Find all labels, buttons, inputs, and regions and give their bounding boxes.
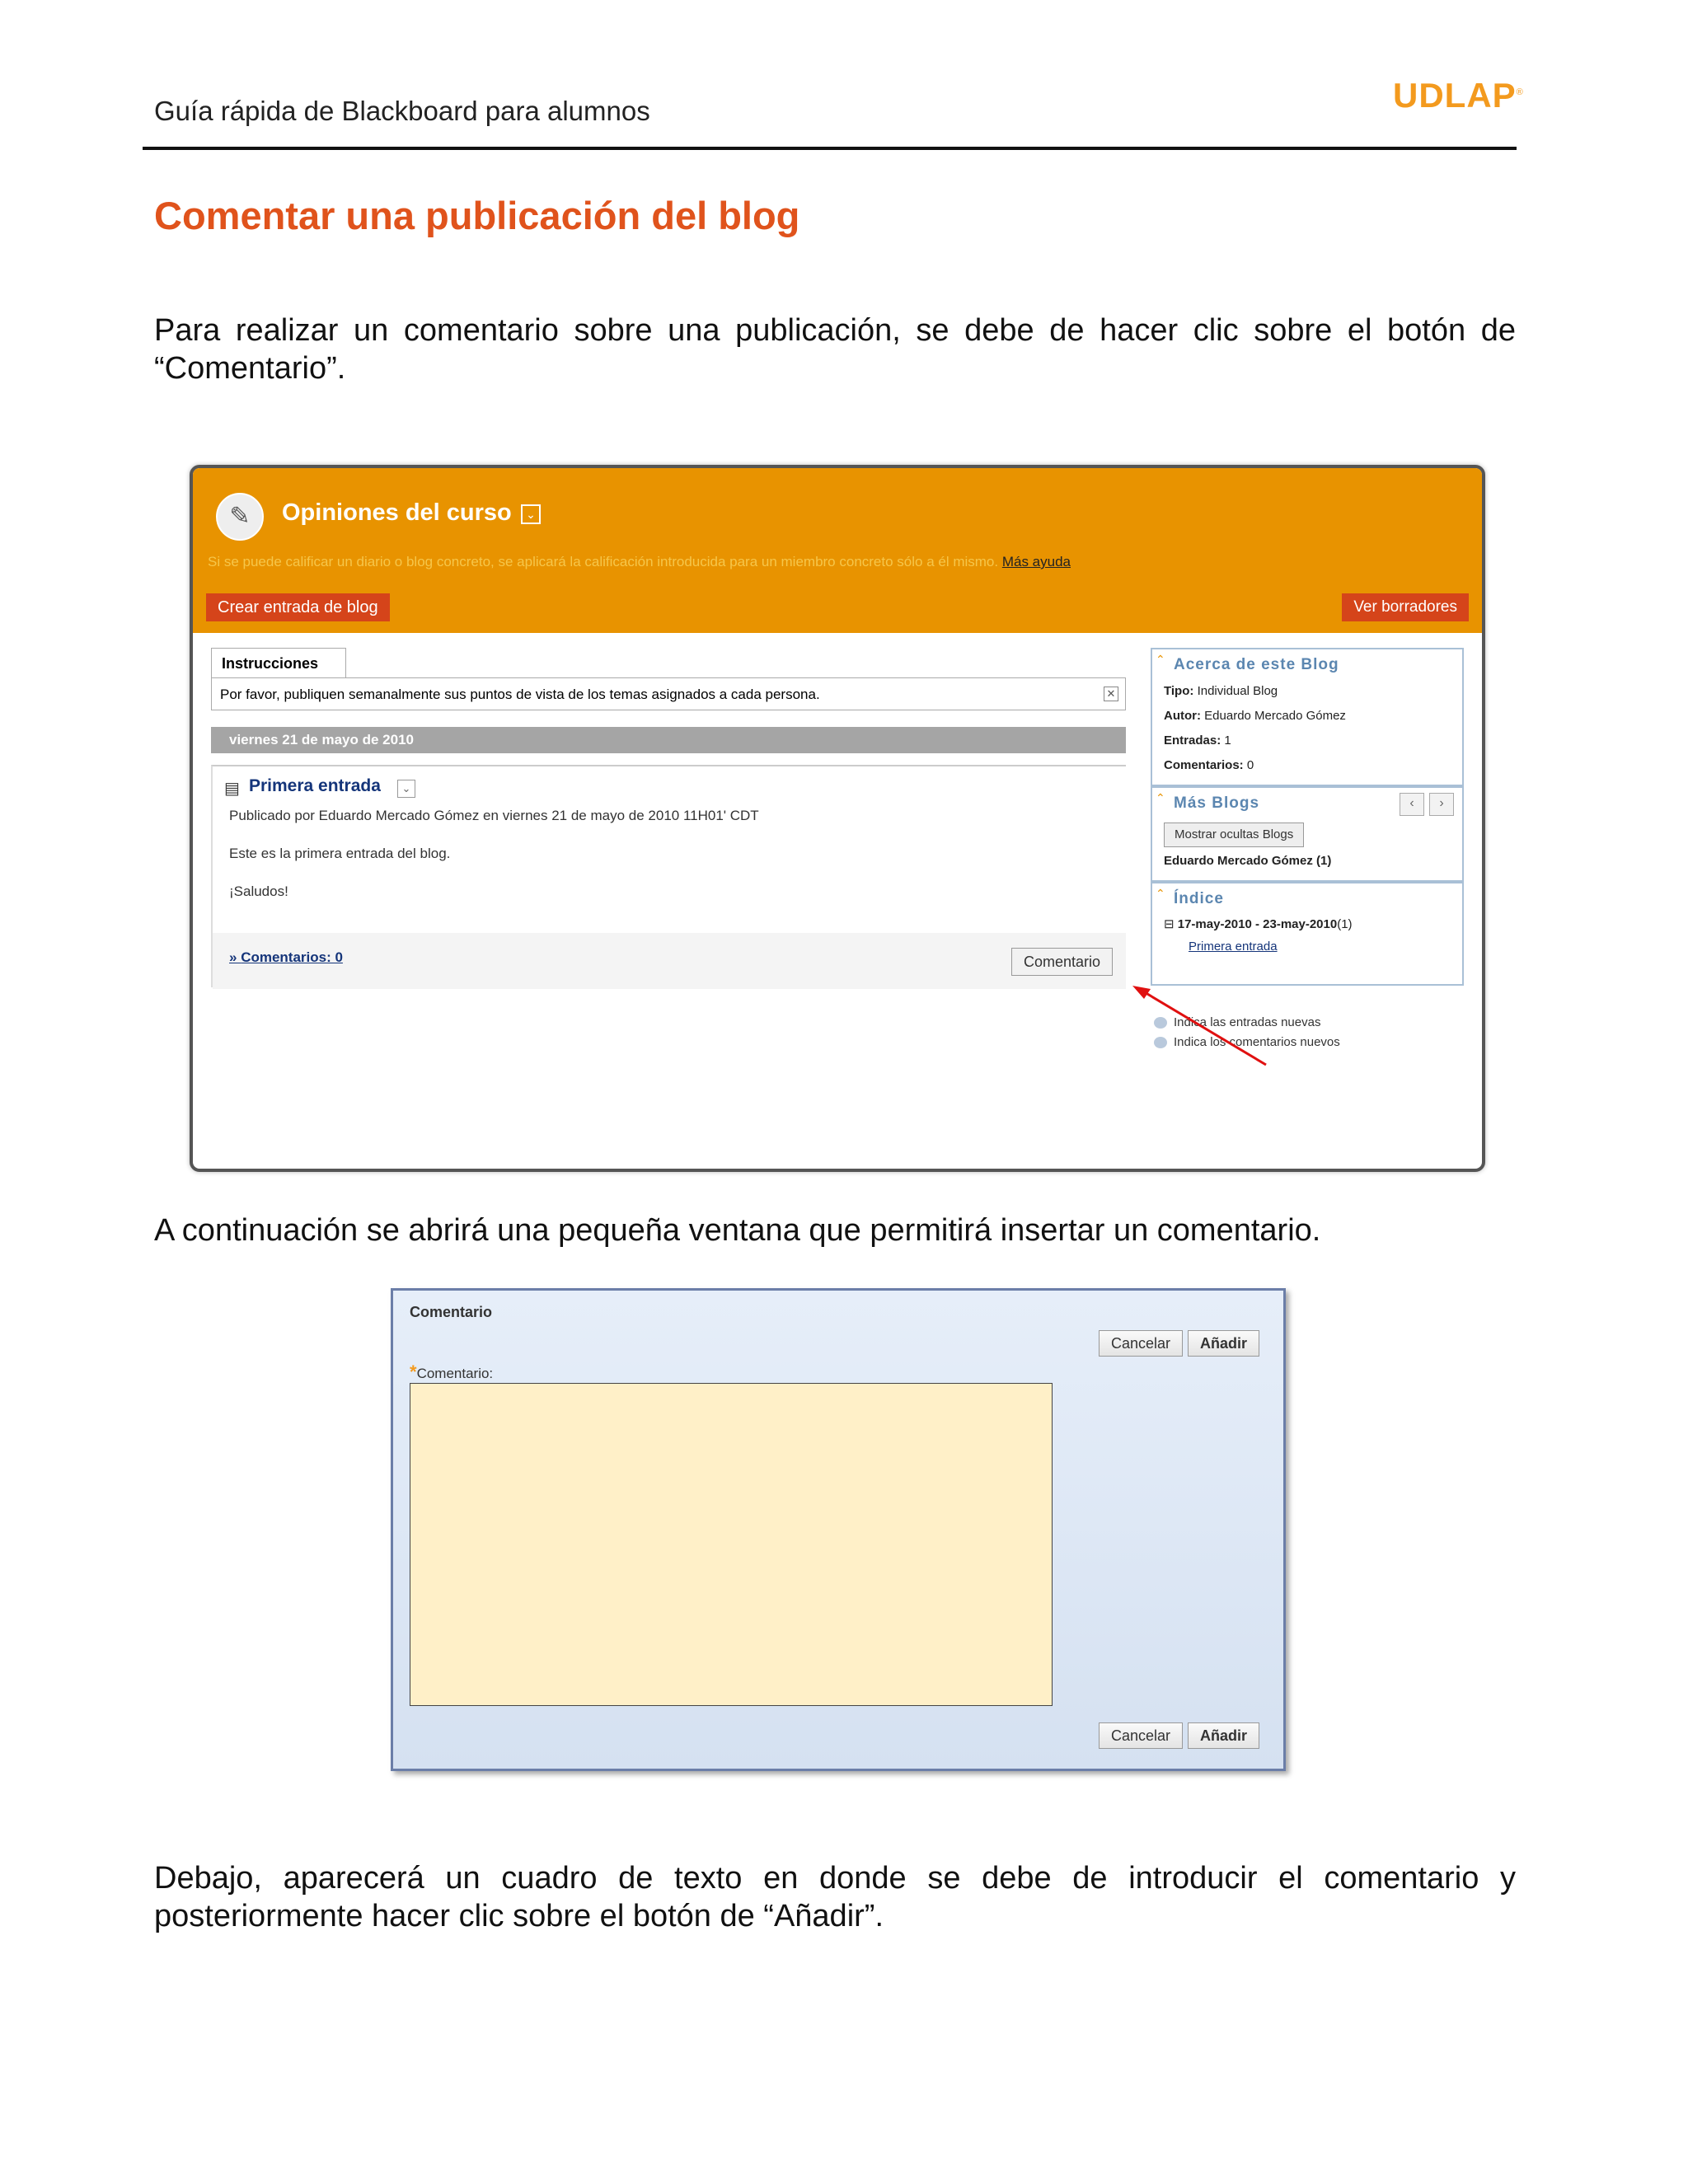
comment-dialog-screenshot: [391, 1288, 1286, 1771]
brand-mark: ®: [1516, 87, 1524, 97]
tipo-value: Individual Blog: [1197, 684, 1278, 698]
annotation-arrow: [193, 468, 1482, 1169]
comments-link[interactable]: » Comentarios: 0: [229, 949, 343, 965]
instructions-text: Por favor, publiquen semanalmente sus puntos de vista de los temas asignados a cada persona.: [220, 687, 820, 702]
comentarios-value: 0: [1246, 758, 1254, 772]
close-icon[interactable]: ✕: [1104, 687, 1118, 701]
chevron-down-icon[interactable]: ⌄: [397, 780, 415, 798]
entradas-value: 1: [1224, 733, 1231, 748]
create-entry-button[interactable]: Crear entrada de blog: [206, 593, 390, 621]
dialog-title: Comentario: [410, 1304, 493, 1320]
next-icon[interactable]: ›: [1429, 793, 1454, 816]
document-icon: ▤: [224, 780, 240, 798]
legend-text: Indica los comentarios nuevos: [1174, 1035, 1340, 1049]
about-heading: Acerca de este Blog: [1174, 656, 1339, 673]
date-heading: viernes 21 de mayo de 2010: [211, 727, 1126, 753]
help-text: Si se puede calificar un diario o blog concreto, se aplicará la calificación introducida para un miembro concreto sólo a él mismo.: [208, 554, 999, 569]
tab-instructions[interactable]: Instrucciones: [211, 648, 346, 678]
document-header-title: Guía rápida de Blackboard para alumnos: [154, 96, 650, 126]
comentarios-label: Comentarios:: [1164, 758, 1244, 772]
index-range[interactable]: ⊟ 17-may-2010 - 23-may-2010(1): [1164, 917, 1353, 931]
blog-icon: ✎: [216, 493, 264, 541]
autor-label: Autor:: [1164, 709, 1201, 723]
header-rule: [143, 147, 1517, 150]
comments-count: Comentarios: 0: [241, 949, 343, 965]
intro-paragraph: Para realizar un comentario sobre una publicación, se debe de hacer clic sobre el botón de “Comentario”.: [154, 313, 1516, 386]
add-button[interactable]: Añadir: [1188, 1722, 1259, 1749]
entry-body-line: Este es la primera entrada del blog.: [229, 846, 451, 861]
blog-screenshot: [190, 465, 1485, 1172]
label-text: Comentario:: [416, 1366, 494, 1381]
index-entry-link[interactable]: Primera entrada: [1189, 940, 1278, 954]
collapse-icon[interactable]: ⌃: [1156, 791, 1165, 804]
collapse-icon[interactable]: ⌃: [1156, 653, 1165, 666]
index-range-count: (1): [1337, 917, 1353, 931]
entradas-label: Entradas:: [1164, 733, 1221, 748]
prev-icon[interactable]: ‹: [1400, 793, 1424, 816]
outro-paragraph: Debajo, aparecerá un cuadro de texto en donde se debe de introducir el comentario y posteriormente hacer clic sobre el botón de “Añadir”.: [154, 1861, 1516, 1933]
tipo-label: Tipo:: [1164, 684, 1194, 698]
brand-text: UDLAP: [1393, 76, 1517, 115]
index-range-text: 17-may-2010 - 23-may-2010: [1177, 917, 1338, 931]
blog-title: Opiniones del curso: [282, 499, 512, 526]
show-hidden-blogs-button[interactable]: Mostrar ocultas Blogs: [1164, 823, 1304, 847]
comment-field-label: [410, 1361, 493, 1383]
entry-body-line: ¡Saludos!: [229, 883, 288, 899]
cancel-button[interactable]: Cancelar: [1099, 1330, 1183, 1357]
autor-value: Eduardo Mercado Gómez: [1204, 709, 1346, 723]
entry-title[interactable]: Primera entrada: [249, 776, 381, 795]
cancel-button[interactable]: Cancelar: [1099, 1722, 1183, 1749]
middle-paragraph: A continuación se abrirá una pequeña ventana que permitirá insertar un comentario.: [154, 1213, 1321, 1248]
view-drafts-button[interactable]: Ver borradores: [1342, 593, 1469, 621]
entry-meta: Publicado por Eduardo Mercado Gómez en viernes 21 de mayo de 2010 11H01' CDT: [229, 808, 759, 823]
required-mark: *: [410, 1361, 417, 1382]
collapse-icon[interactable]: ⌃: [1156, 887, 1165, 900]
section-title: Comentar una publicación del blog: [154, 194, 800, 237]
blog-list-item[interactable]: Eduardo Mercado Gómez (1): [1164, 854, 1332, 868]
add-button[interactable]: Añadir: [1188, 1330, 1259, 1357]
more-blogs-heading: Más Blogs: [1174, 794, 1260, 812]
comment-textarea[interactable]: [410, 1383, 1053, 1706]
comment-button[interactable]: Comentario: [1011, 948, 1113, 976]
index-heading: Índice: [1174, 890, 1224, 907]
udlap-logo: [1393, 76, 1524, 115]
chevron-down-icon[interactable]: ⌄: [521, 504, 541, 524]
legend-text: Indica las entradas nuevas: [1174, 1015, 1321, 1029]
help-link[interactable]: Más ayuda: [1001, 554, 1071, 569]
